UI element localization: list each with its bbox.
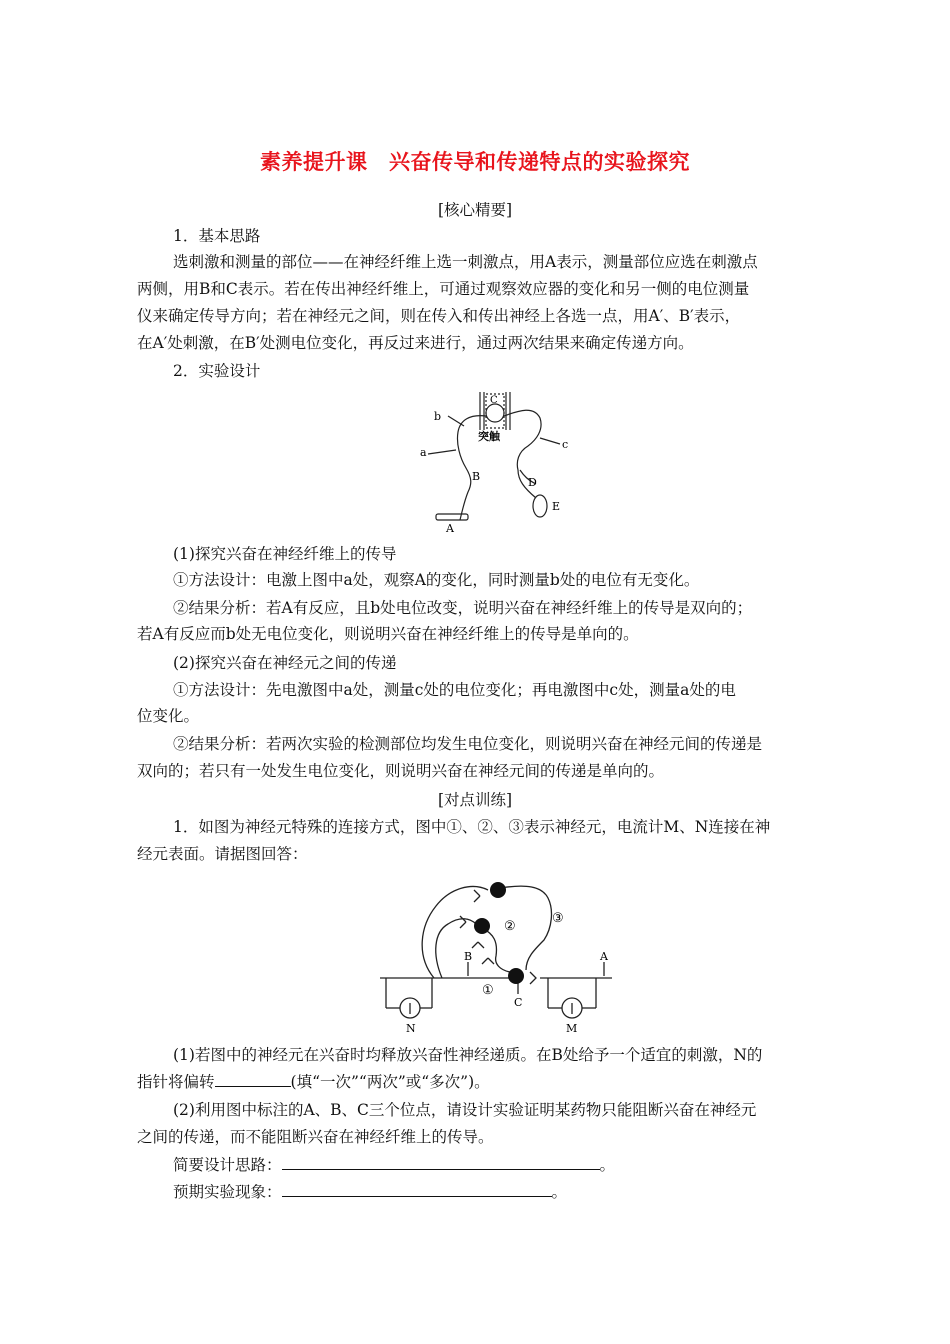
label-C: C <box>514 996 523 1009</box>
basic-idea-line: 选刺激和测量的部位——在神经纤维上选一刺激点，用A表示，测量部位应选在刺激点 <box>173 253 758 271</box>
label-neuron-1: ① <box>482 983 494 998</box>
label-A: A <box>446 522 454 535</box>
label-c: c <box>562 438 569 451</box>
terminal <box>474 890 480 902</box>
effector-E <box>533 495 547 517</box>
basic-idea-line: 仪来确定传导方向；若在神经元之间，则在传入和传出神经上各选一点，用A′、B′表示， <box>137 307 741 325</box>
label-a: a <box>420 446 427 459</box>
label-N: N <box>406 1022 416 1035</box>
q1-sub1-line: (1)若图中的神经元在兴奋时均释放兴奋性神经递质。在B处给予一个适宜的刺激，N的 <box>173 1046 763 1064</box>
basic-idea-line: 在A′处刺激，在B′处测电位变化，再反过来进行，通过两次结果来确定传递方向。 <box>137 334 694 352</box>
answer-blank-idea[interactable] <box>282 1155 600 1170</box>
pointer-c <box>540 438 560 444</box>
reflex-arc-diagram <box>420 388 570 536</box>
synapse-knob <box>486 404 504 422</box>
terminal <box>530 972 536 984</box>
cell-body-3 <box>490 882 506 898</box>
label-D: D <box>528 476 537 489</box>
label-M: M <box>566 1022 578 1035</box>
label-A: A <box>600 950 608 963</box>
terminal <box>460 916 466 928</box>
label-E: E <box>552 500 561 513</box>
phenomenon-label: 预期实验现象： <box>173 1183 282 1201</box>
q1-sub2-line: 之间的传递，而不能阻断兴奋在神经纤维上的传导。 <box>137 1128 494 1146</box>
terminal <box>472 942 484 948</box>
cell-body-1 <box>508 968 524 984</box>
answer-blank-1[interactable] <box>215 1072 291 1087</box>
label-B: B <box>472 470 481 483</box>
cell-body-2 <box>474 918 490 934</box>
section-header-practice: [对点训练] <box>437 791 513 809</box>
part1-result-line: 若A有反应而b处无电位变化，则说明兴奋在神经纤维上的传导是单向的。 <box>137 625 639 643</box>
experiment-design-heading: 2．实验设计 <box>173 362 261 380</box>
part2-result-line: 双向的；若只有一处发生电位变化，则说明兴奋在神经元间的传递是单向的。 <box>137 762 665 780</box>
pointer-b <box>448 416 464 426</box>
q1-sub2-line: (2)利用图中标注的A、B、C三个位点，请设计实验证明某药物只能阻断兴奋在神经元 <box>173 1101 757 1119</box>
neuron2-axon <box>482 928 510 972</box>
part2-method-line: ①方法设计：先电激图中a处，测量c处的电位变化；再电激图中c处，测量a处的电 <box>173 681 736 699</box>
basic-idea-line: 两侧，用B和C表示。若在传出神经纤维上，可通过观察效应器的变化和另一侧的电位测量 <box>137 280 750 298</box>
part2-heading: (2)探究兴奋在神经元之间的传递 <box>173 654 397 672</box>
page-title: 素养提升课 兴奋传导和传递特点的实验探究 <box>260 150 690 174</box>
period: 。 <box>599 1156 616 1174</box>
section-header-core: [核心精要] <box>437 201 513 219</box>
label-B: B <box>464 950 473 963</box>
label-C: C <box>490 395 498 406</box>
period: 。 <box>551 1183 568 1201</box>
design-idea-label: 简要设计思路： <box>173 1156 282 1174</box>
neuron-connection-diagram <box>376 876 616 1036</box>
q1-sub1-hint: (填“一次”“两次”或“多次”)。 <box>290 1073 490 1091</box>
pointer-a <box>428 450 456 454</box>
receptor-A <box>436 514 468 520</box>
label-neuron-3: ③ <box>552 911 564 926</box>
part1-method: ①方法设计：电激上图中a处，观察A的变化，同时测量b处的电位有无变化。 <box>173 571 700 589</box>
phenomenon-row <box>173 1182 853 1202</box>
part1-result-line: ②结果分析：若A有反应，且b处电位改变，说明兴奋在神经纤维上的传导是双向的； <box>173 599 753 617</box>
answer-blank-phenomenon[interactable] <box>282 1182 552 1197</box>
label-synapse: 突触 <box>478 430 500 443</box>
terminal <box>482 958 494 964</box>
design-idea-row <box>173 1155 853 1175</box>
loop-inner <box>436 919 476 978</box>
part1-heading: (1)探究兴奋在神经纤维上的传导 <box>173 545 397 563</box>
q1-sub1-line2 <box>137 1072 817 1092</box>
q1-sub1-text: 指针将偏转 <box>137 1073 215 1091</box>
label-neuron-2: ② <box>504 919 516 934</box>
part2-result-line: ②结果分析：若两次实验的检测部位均发生电位变化，则说明兴奋在神经元间的传递是 <box>173 735 763 753</box>
part2-method-line: 位变化。 <box>137 707 200 725</box>
q1-stem-line: 1．如图为神经元特殊的连接方式，图中①、②、③表示神经元，电流计M、N连接在神 <box>173 818 771 836</box>
label-b: b <box>434 410 442 423</box>
basic-idea-heading: 1．基本思路 <box>173 227 261 245</box>
q1-stem-line: 经元表面。请据图回答： <box>137 845 308 863</box>
